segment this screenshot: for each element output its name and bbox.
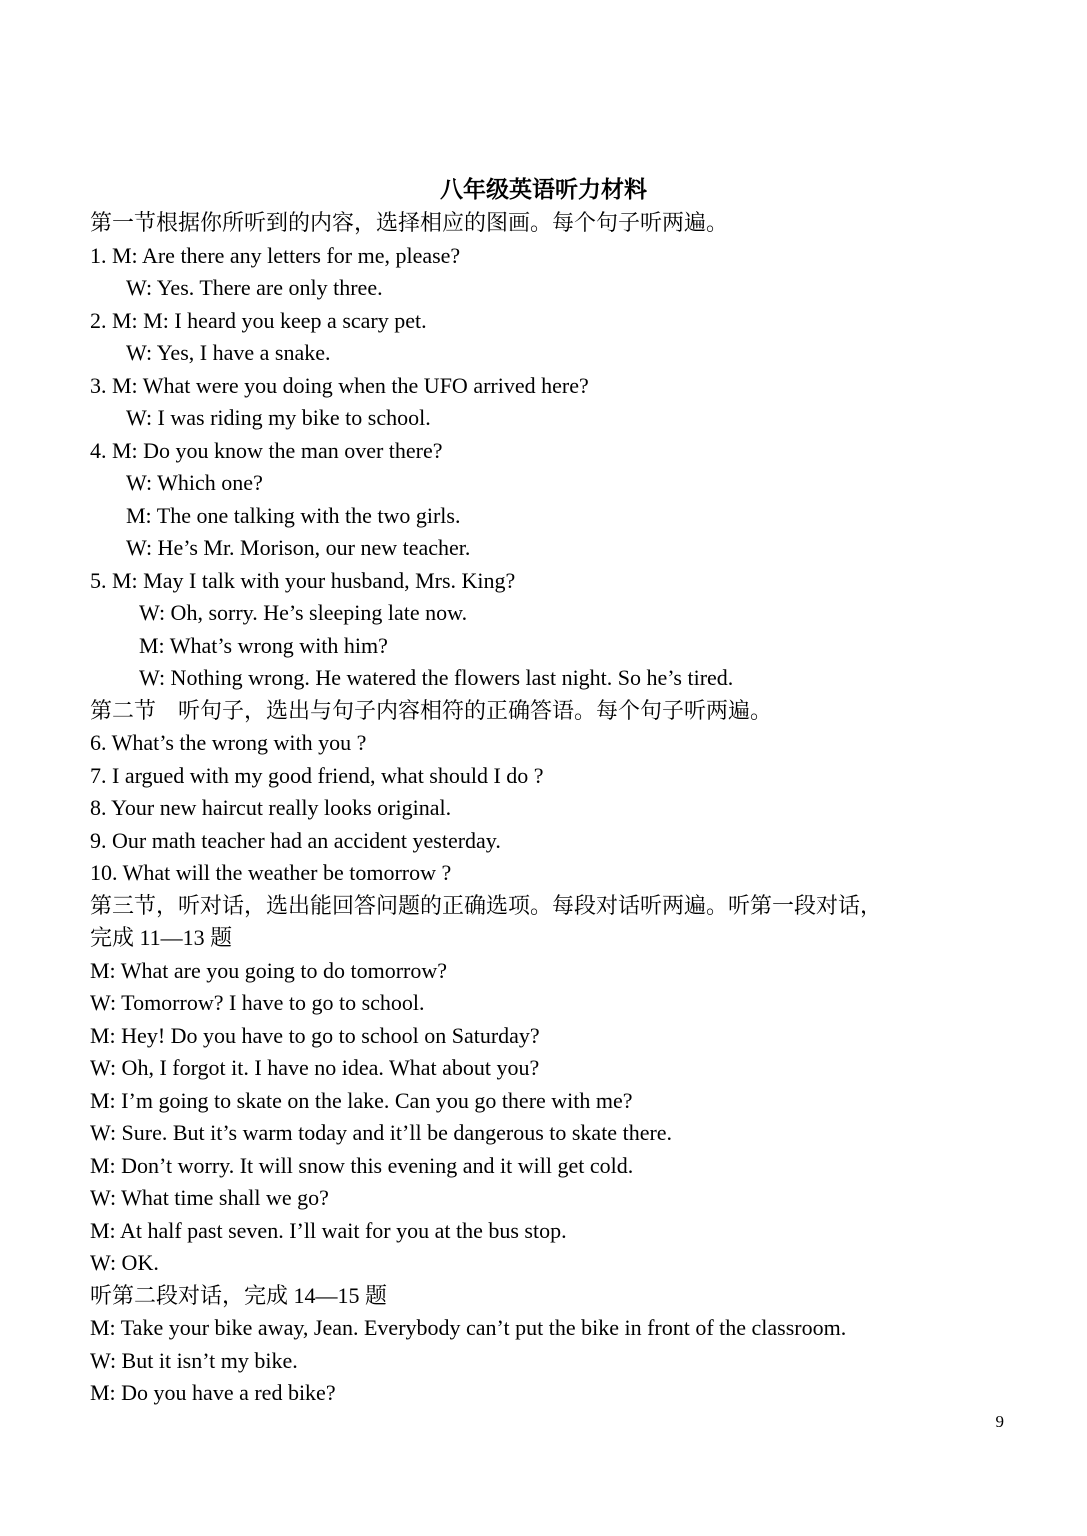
dialogue-line: W: OK. [90, 1250, 159, 1275]
dialogue-line: W: He’s Mr. Morison, our new teacher. [126, 535, 471, 560]
dialogue-line: W: Oh, sorry. He’s sleeping late now. [139, 600, 468, 625]
section-heading: 第三节，听对话，选出能回答问题的正确选项。每段对话听两遍。听第一段对话， [90, 892, 883, 918]
sentence-line: 6. What’s the wrong with you ? [90, 730, 367, 755]
dialogue-line: W: What time shall we go? [90, 1185, 329, 1210]
document-title: 八年级英语听力材料 [440, 177, 647, 202]
dialogue-line: 1. M: Are there any letters for me, please? [90, 242, 461, 268]
page-number: 9 [995, 1412, 1004, 1431]
section-heading: 第一节根据你所听到的内容，选择相应的图画。每个句子听两遍。 [90, 210, 729, 235]
dialogue-line: M: Don’t worry. It will snow this evening and it will get cold. [90, 1152, 634, 1178]
dialogue-line: M: The one talking with the two girls. [126, 502, 461, 528]
dialogue-line: M: Do you have a red bike? [90, 1380, 336, 1405]
sentence-line: 7. I argued with my good friend, what should I do ? [90, 762, 544, 788]
dialogue-line: W: Oh, I forgot it. I have no idea. What about you? [90, 1055, 540, 1080]
section-heading: 听第二段对话，完成 14—15 题 [90, 1282, 388, 1308]
dialogue-line: M: Hey! Do you have to go to school on Saturday? [90, 1022, 540, 1048]
dialogue-line: 4. M: Do you know the man over there? [90, 437, 443, 463]
dialogue-line: W: I was riding my bike to school. [126, 405, 431, 430]
dialogue-line: W: Which one? [126, 470, 263, 495]
sentence-line: 8. Your new haircut really looks original. [90, 795, 452, 820]
section-heading: 第二节 听句子，选出与句子内容相符的正确答语。每个句子听两遍。 [90, 697, 773, 723]
dialogue-line: W: Yes. There are only three. [126, 275, 383, 300]
dialogue-line: 3. M: What were you doing when the UFO arrived here? [90, 372, 589, 398]
dialogue-line: W: Tomorrow? I have to go to school. [90, 990, 425, 1015]
dialogue-line: W: Nothing wrong. He watered the flowers last night. So he’s tired. [139, 665, 734, 690]
dialogue-line: W: Yes, I have a snake. [126, 340, 331, 365]
dialogue-line: M: I’m going to skate on the lake. Can you go there with me? [90, 1087, 633, 1113]
dialogue-line: M: Take your bike away, Jean. Everybody can’t put the bike in front of the classroom. [90, 1315, 847, 1340]
dialogue-line: M: At half past seven. I’ll wait for you at the bus stop. [90, 1217, 567, 1243]
section-heading: 完成 11—13 题 [90, 925, 233, 950]
document-body [90, 207, 1010, 1410]
dialogue-line: 5. M: May I talk with your husband, Mrs. King? [90, 567, 516, 593]
dialogue-line: W: But it isn’t my bike. [90, 1347, 298, 1373]
dialogue-line: 2. M: M: I heard you keep a scary pet. [90, 307, 427, 333]
sentence-line: 10. What will the weather be tomorrow ? [90, 860, 452, 885]
sentence-line: 9. Our math teacher had an accident yesterday. [90, 827, 501, 853]
dialogue-line: M: What are you going to do tomorrow? [90, 957, 448, 983]
dialogue-line: W: Sure. But it’s warm today and it’ll be dangerous to skate there. [90, 1120, 673, 1145]
dialogue-line: M: What’s wrong with him? [139, 632, 388, 658]
